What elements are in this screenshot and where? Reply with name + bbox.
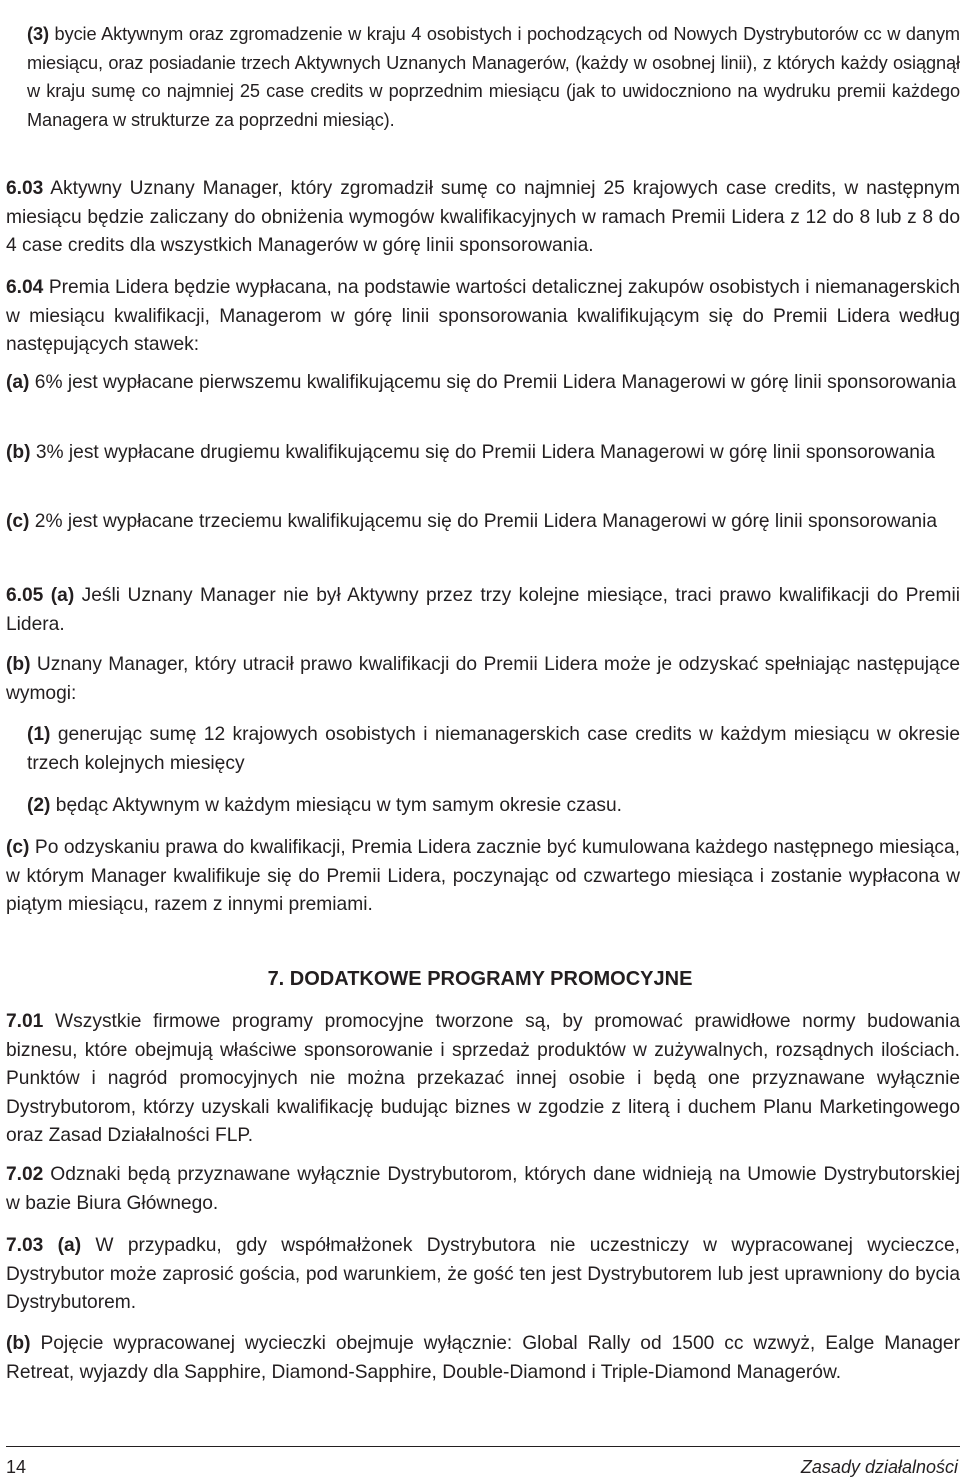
paragraph-6-05-b-1: (1) generując sumę 12 krajowych osobistych i niemanagerskich case credits w każdym miesiącu w okresie trzech kolejnych miesięcy: [27, 724, 960, 774]
paragraph-6-05-b-2: (2) będąc Aktywnym w każdym miesiącu w tym samym okresie czasu.: [27, 795, 622, 816]
paragraph-6-03: 6.03 Aktywny Uznany Manager, który zgromadził sumę co najmniej 25 krajowych case credits, w następnym miesiącu będzie zaliczany do obniżenia wymogów kwalifikacyjnych w ramach Premii Lidera z 12 do 8 lub z 8 do 4 case credits dla wszystkich Managerów w górę linii sponsorowania.: [6, 178, 960, 257]
paragraph-6-02-item-3: (3) bycie Aktywnym oraz zgromadzenie w kraju 4 osobistych i pochodzących od Nowych Dystrybutorów cc w danym miesiącu, oraz posiadanie trzech Aktywnych Uznanych Managerów, (każdy w osobnej linii), z których każdy osiągnął w kraju sumę co najmniej 25 case credits w poprzednim miesiącu (jak to uwidoczniono na wydruku premii każdego Managera w strukturze za poprzedni miesiąc).: [27, 24, 960, 130]
page-number: 14: [6, 1457, 27, 1477]
paragraph-7-02: 7.02 Odznaki będą przyznawane wyłącznie Dystrybutorom, których dane widnieją na Umowie Dystrybutorskiej w bazie Biura Głównego.: [6, 1164, 960, 1214]
paragraph-6-04-a: (a) 6% jest wypłacane pierwszemu kwalifikującemu się do Premii Lidera Managerowi w górę linii sponsorowania: [6, 372, 957, 393]
paragraph-7-03-b: (b) Pojęcie wypracowanej wycieczki obejmuje wyłącznie: Global Rally od 1500 cc wzwyż, Ealge Manager Retreat, wyjazdy dla Sapphire, Diamond-Sapphire, Double-Diamond i Triple-Diamond Managerów.: [6, 1333, 960, 1383]
footer-divider: [6, 1446, 960, 1447]
section-heading: 7. DODATKOWE PROGRAMY PROMOCYJNE: [267, 968, 693, 990]
paragraph-6-05-c: (c) Po odzyskaniu prawa do kwalifikacji, Premia Lidera zacznie być kumulowana każdego następnego miesiąca, w którym Manager kwalifikuje się do Premii Lidera, poczynając od czwartego miesiąca i zostanie wypłacona w piątym miesiącu, razem z innymi premiami.: [6, 837, 960, 916]
paragraph-6-04: 6.04 Premia Lidera będzie wypłacana, na podstawie wartości detalicznej zakupów osobistych i niemanagerskich w miesiącu kwalifikacji, Managerom w górę linii sponsorowania kwalifikującym się do Premii Lidera według następujących stawek:: [6, 277, 960, 356]
paragraph-7-03-a: 7.03 (a) W przypadku, gdy współmałżonek Dystrybutora nie uczestniczy w wypracowanej wycieczce, Dystrybutor może zaprosić gościa, pod warunkiem, że gość ten jest Dystrybutorem lub jest uprawniony do bycia Dystrybutorem.: [6, 1235, 960, 1314]
paragraph-6-05-b: (b) Uznany Manager, który utracił prawo kwalifikacji do Premii Lidera może je odzyskać spełniając następujące wymogi:: [6, 654, 960, 704]
paragraph-6-05-a: 6.05 (a) Jeśli Uznany Manager nie był Aktywny przez trzy kolejne miesiące, traci prawo kwalifikacji do Premii Lidera.: [6, 585, 960, 635]
paragraph-6-04-c: (c) 2% jest wypłacane trzeciemu kwalifikującemu się do Premii Lidera Managerowi w górę linii sponsorowania: [6, 511, 938, 532]
paragraph-6-04-b: (b) 3% jest wypłacane drugiemu kwalifikującemu się do Premii Lidera Managerowi w górę linii sponsorowania: [6, 442, 935, 463]
document-title: Zasady działalności: [800, 1457, 958, 1477]
paragraph-7-01: 7.01 Wszystkie firmowe programy promocyjne tworzone są, by promować prawidłowe normy budowania biznesu, które obejmują właściwe sponsorowanie i sprzedaż produktów w zużywalnych, rozsądnych ilościach. Punktów i nagród promocyjnych nie można przekazać innej osobie i będą one przyznawane wyłącznie Dystrybutorom, którzy uzyskali kwalifikację budując biznes w zgodzie z literą i duchem Planu Marketingowego oraz Zasad Działalności FLP.: [6, 1011, 960, 1147]
